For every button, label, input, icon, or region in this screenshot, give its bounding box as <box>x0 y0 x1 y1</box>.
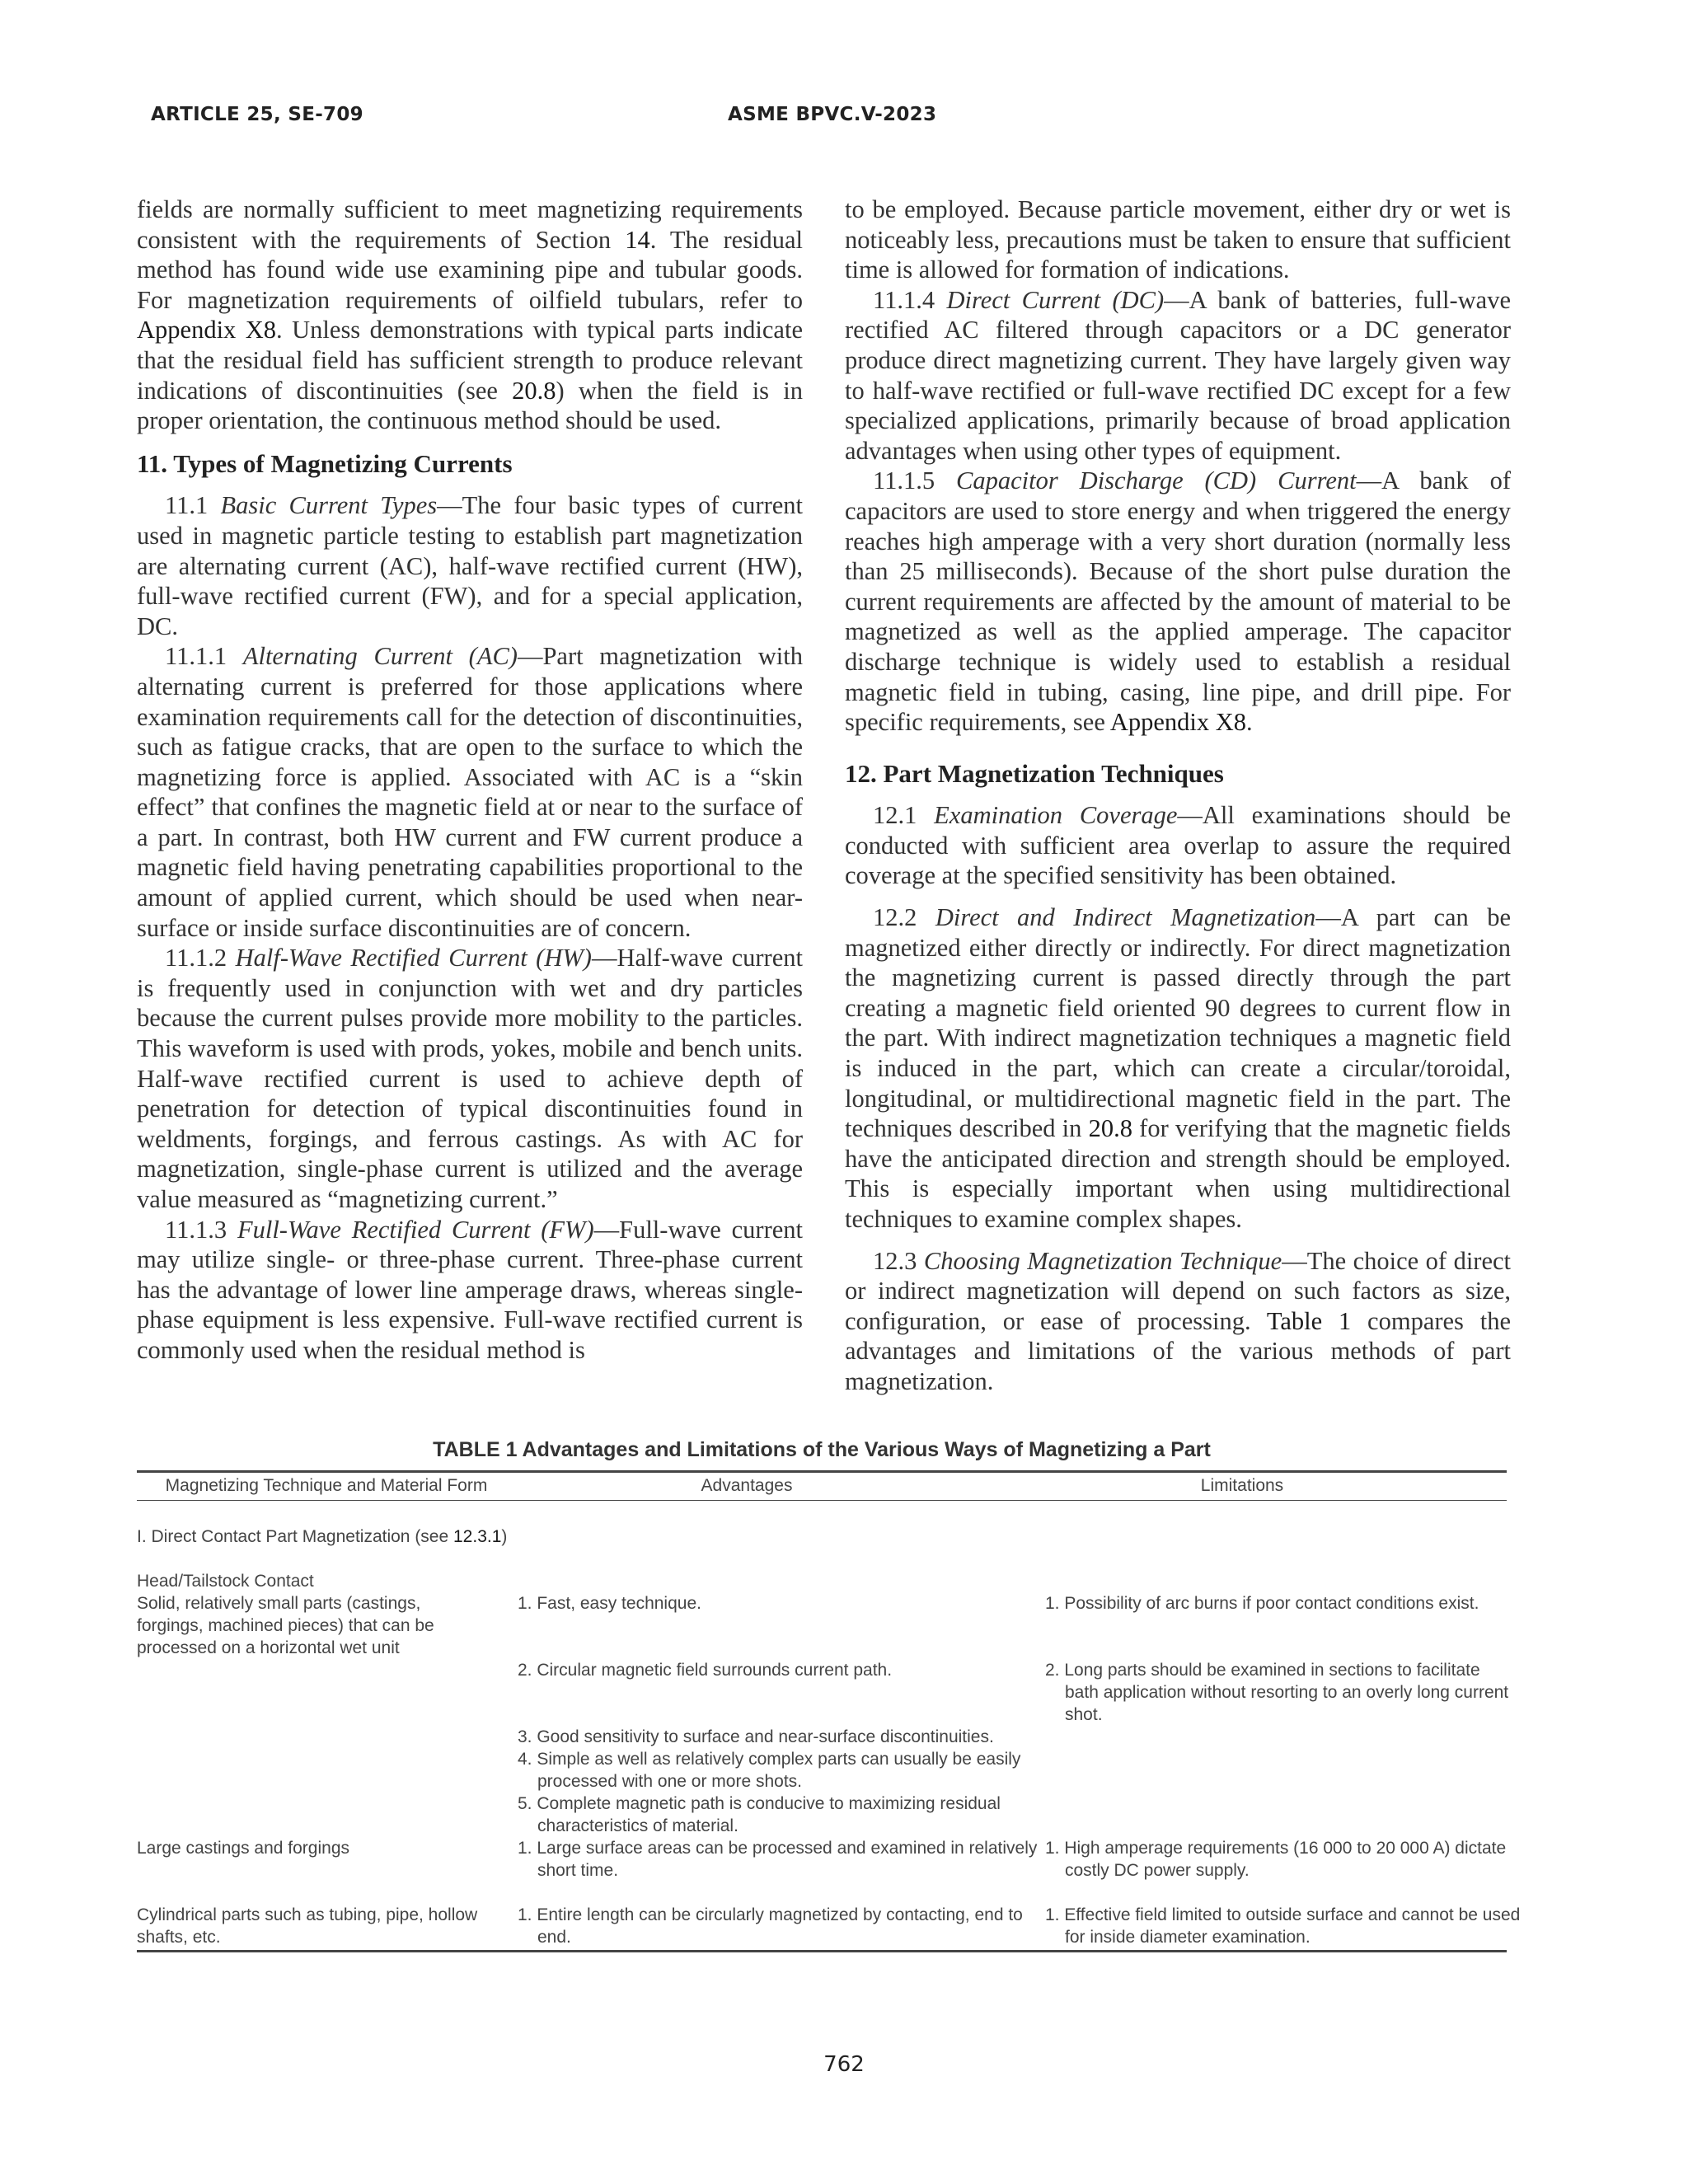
link-12-3-1[interactable]: 12.3.1 <box>453 1527 502 1546</box>
right-column <box>845 194 1511 1397</box>
section-heading-11: 11. Types of Magnetizing Currents <box>137 448 513 478</box>
paragraph-12-1: 12.1 Examination Coverage—All examinations should be conducted with sufficient area overlap to assure the required coverage at the specified sensitivity has been obtained. <box>845 801 1512 890</box>
paragraph-12-3: 12.3 Choosing Magnetization Technique—The choice of direct or indirect magnetization will depend on such factors as size, configuration, or ease of processing. Table 1 compares the advantages and limitations of the various methods of part magnetization. <box>845 1246 1511 1395</box>
row2-limitation-1: 1. High amperage requirements (16 000 to 20 000 A) dictate costly DC power supply. <box>1045 1839 1507 1880</box>
table-body <box>137 1501 1521 1950</box>
table-bottom-rule <box>137 1950 1507 1952</box>
header-advantages: Advantages <box>701 1476 793 1495</box>
row2-advantage-1: 1. Large surface areas can be processed and examined in relatively short time. <box>518 1839 1038 1880</box>
table-1 <box>137 1438 1521 1952</box>
header-limitations: Limitations <box>1200 1476 1284 1495</box>
header-technique: Magnetizing Technique and Material Form <box>165 1476 488 1495</box>
row1-advantage-3: 3. Good sensitivity to surface and near-surface discontinuities. <box>518 1727 994 1746</box>
row1-limitation-1: 1. Possibility of arc burns if poor contact conditions exist. <box>1045 1594 1479 1613</box>
paragraph-11-1-3: 11.1.3 Full-Wave Rectified Current (FW)—Full-wave current may utilize single- or three-phase current. Three-phase current has the advantage of lower line amperage draws, whereas single-phase equipment is less expensive. Full-wave rectified current is commonly used when the residual method is <box>137 1215 803 1364</box>
paragraph-11-1-1: 11.1.1 Alternating Current (AC)—Part magnetization with alternating current is preferred for those applications where examination requirements call for the detection of discontinuities, such as fatigue cracks, that are open to the surface to which the magnetizing force is applied. Associated with AC is a “skin effect” that confines the magnetic field at or near to the surface of a part. In contrast, both HW current and FW current produce a magnetic field having penetrating capabilities proportional to the amount of applied current, which should be used when near-surface or inside surface discontinuities are of concern. <box>137 642 804 942</box>
row1-form: Solid, relatively small parts (castings, forgings, machined pieces) that can be processed on a horizontal wet unit <box>137 1594 434 1657</box>
paragraph-12-2: 12.2 Direct and Indirect Magnetization—A part can be magnetized either directly or indirectly. For direct magnetization the magnetizing current is passed directly through the part creating a magnetic field oriented 90 degrees to current flow in the part. With indirect magnetization techniques a magnetic field is induced in the part, which can create a circular/toroidal, longitudinal, or multidirectional magnetic field in the part. The techniques described in 20.8 for verifying that the magnetic fields have the anticipated direction and strength should be employed. This is especially important when using multidirectional techniques to examine complex shapes. <box>845 903 1512 1233</box>
page-number: 762 <box>823 2052 865 2077</box>
row3-form: Cylindrical parts such as tubing, pipe, hollow shafts, etc. <box>137 1905 478 1947</box>
row3-advantage-1: 1. Entire length can be circularly magnetized by contacting, end to end. <box>518 1905 1023 1947</box>
left-column <box>137 194 803 1366</box>
paragraph-11-1: 11.1 Basic Current Types—The four basic types of current used in magnetic particle testing to establish part magnetization are alternating current (AC), half-wave rectified current (HW), full-wave rectified current (FW), and for a special application, DC. <box>137 491 803 640</box>
paragraph-continued: to be employed. Because particle movement, either dry or wet is noticeably less, precautions must be taken to ensure that sufficient time is allowed for formation of indications. <box>845 195 1511 284</box>
table-header-row <box>137 1473 1507 1501</box>
link-table-1[interactable]: Table 1 <box>1266 1306 1352 1335</box>
paragraph-11-1-5: 11.1.5 Capacitor Discharge (CD) Current—A bank of capacitors are used to store energy and when triggered the energy reaches high amperage with a very short duration (normally less than 25 milliseconds). Because of the short pulse duration the current requirements are affected by the amount of material to be magnetized as well as the applied amperage. The capacitor discharge technique is widely used to establish a residual magnetic field in tubing, casing, line pipe, and drill pipe. For specific requirements, see Appendix X8. <box>845 466 1511 737</box>
running-header-code: ASME BPVC.V-2023 <box>728 104 937 125</box>
table-caption: TABLE 1 Advantages and Limitations of the Various Ways of Magnetizing a Part <box>433 1438 1211 1461</box>
row1-advantage-2: 2. Circular magnetic field surrounds current path. <box>518 1661 893 1680</box>
link-appendix-x8[interactable]: Appendix X8 <box>137 316 277 344</box>
running-header-article: ARTICLE 25, SE-709 <box>151 104 363 125</box>
table-section-label: I. Direct Contact Part Magnetization (see 12.3.1) <box>137 1527 508 1546</box>
row3-limitation-1: 1. Effective field limited to outside surface and cannot be used for inside diameter examination. <box>1045 1905 1521 1947</box>
row1-advantage-4: 4. Simple as well as relatively complex parts can usually be easily processed with one or more shots. <box>518 1750 1021 1791</box>
link-20-8[interactable]: 20.8 <box>1088 1114 1132 1143</box>
row2-form: Large castings and forgings <box>137 1839 349 1858</box>
link-section-14[interactable]: 14 <box>625 225 650 254</box>
row1-advantage-5: 5. Complete magnetic path is conducive to maximizing residual characteristics of material. <box>518 1794 1001 1835</box>
paragraph-residual-method: fields are normally sufficient to meet magnetizing requirements consistent with the requirements of Section 14. The residual method has found wide use examining pipe and tubular goods. For magnetization requirements of oilfield tubulars, refer to Appendix X8. Unless demonstrations with typical parts indicate that the residual field has sufficient strength to produce relevant indications of discontinuities (see 20.8) when the field is in proper orientation, the continuous method should be used. <box>137 195 803 435</box>
row1-limitation-2: 2. Long parts should be examined in sections to facilitate bath application without resorting to an overly long current shot. <box>1045 1661 1509 1724</box>
link-appendix-x8[interactable]: Appendix X8 <box>1109 708 1247 737</box>
section-heading-12: 12. Part Magnetization Techniques <box>845 758 1224 788</box>
paragraph-11-1-2: 11.1.2 Half-Wave Rectified Current (HW)—Half-wave current is frequently used in conjunction with wet and dry particles because the current pulses provide more mobility to the particles. This waveform is used with prods, yokes, mobile and bench units. Half-wave rectified current is used to achieve depth of penetration for detection of typical discontinuities found in weldments, forgings, and ferrous castings. As with AC for magnetization, single-phase current is utilized and the average value measured as “magnetizing current.” <box>137 944 803 1213</box>
paragraph-11-1-4: 11.1.4 Direct Current (DC)—A bank of batteries, full-wave rectified AC filtered through capacitors or a DC generator produce direct magnetizing current. They have largely given way to half-wave rectified or full-wave rectified DC except for a few specialized applications, primarily because of broad application advantages when using other types of equipment. <box>845 285 1511 465</box>
table-subsection-label: Head/Tailstock Contact <box>137 1572 314 1591</box>
link-20-8[interactable]: 20.8 <box>512 376 556 405</box>
row1-advantage-1: 1. Fast, easy technique. <box>518 1594 701 1613</box>
